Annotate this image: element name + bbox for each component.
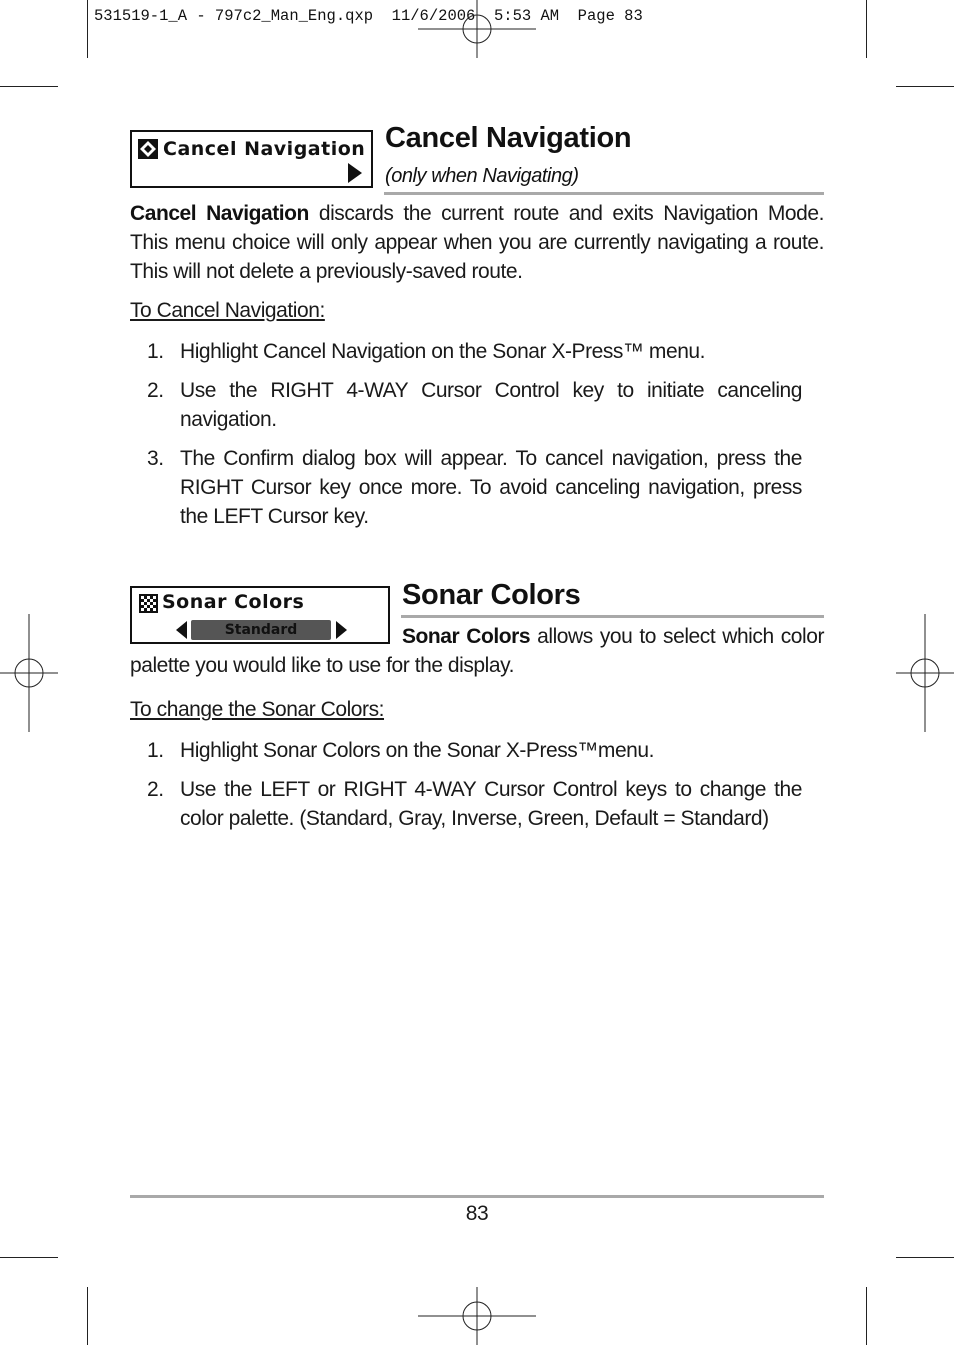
sonar-colors-procedure-title: To change the Sonar Colors: [130, 698, 385, 721]
cancel-navigation-menu-label: Cancel Navigation [163, 138, 366, 160]
right-triangle-icon [348, 163, 362, 183]
cancel-step-number: 2. [147, 379, 164, 402]
cancel-navigation-intro-text: discards the current route and exits Navigation Mode. This menu choice will only appear when you are currently navigating a route. This will not delete a previously-saved route. [130, 202, 824, 283]
sonar-colors-menu-label: Sonar Colors [162, 591, 305, 613]
print-slug: 531519-1_A - 797c2_Man_Eng.qxp 11/6/2006 5:53 AM Page 83 [94, 7, 643, 25]
cancel-navigation-intro [130, 199, 824, 286]
cancel-navigation-title: Cancel Navigation [385, 122, 632, 154]
sonar-colors-intro-bold: Sonar Colors [402, 625, 531, 648]
sonar-colors-intro-continued: palette you would like to use for the display. [130, 654, 514, 677]
cancel-step-text: The Confirm dialog box will appear. To cancel navigation, press the RIGHT Cursor key once more. To avoid canceling navigation, press the LEFT Cursor key. [180, 447, 802, 528]
cancel-navigation-subtitle: (only when Navigating) [385, 165, 579, 187]
cancel-step-text: Use the RIGHT 4-WAY Cursor Control key to initiate canceling navigation. [180, 379, 802, 431]
crop-mark-top-left-v [87, 0, 88, 58]
cancel-navigation-intro-bold: Cancel Navigation [130, 202, 309, 225]
sonar-colors-value-text: Standard [224, 622, 298, 638]
registration-mark-bottom-icon [418, 1287, 536, 1345]
crop-mark-bottom-left-v [87, 1287, 88, 1345]
sonar-colors-intro-text: allows you to select which color [530, 625, 824, 648]
sonar-step-text: Use the LEFT or RIGHT 4-WAY Cursor Control keys to change the color palette. (Standard, Gray, Inverse, Green, Default = Standard) [180, 778, 802, 830]
sonar-colors-intro [402, 622, 824, 651]
sonar-colors-menu-item [130, 586, 390, 644]
page-number: 83 [465, 1202, 489, 1225]
crop-mark-top-right-v [866, 0, 867, 58]
cancel-navigation-procedure-title: To Cancel Navigation: [130, 299, 325, 322]
cancel-navigation-title-rule [384, 192, 824, 195]
sonar-colors-title-rule [401, 615, 824, 618]
crop-mark-top-right-h [896, 86, 954, 87]
crop-mark-bottom-left-h [0, 1257, 58, 1258]
registration-mark-left-icon [0, 614, 58, 732]
sonar-colors-menu-value [191, 620, 331, 640]
right-triangle-icon [336, 621, 347, 639]
cancel-navigation-menu-item [130, 130, 373, 188]
cancel-step-number: 3. [147, 447, 164, 470]
sonar-step-number: 1. [147, 739, 164, 762]
crop-mark-top-left-h [0, 86, 58, 87]
crop-mark-bottom-right-v [866, 1287, 867, 1345]
left-triangle-icon [176, 621, 187, 639]
cancel-step-number: 1. [147, 340, 164, 363]
sonar-step-number: 2. [147, 778, 164, 801]
registration-mark-top-icon [418, 0, 536, 58]
checker-grid-icon [139, 594, 158, 613]
crop-mark-bottom-right-h [896, 1257, 954, 1258]
registration-mark-right-icon [896, 614, 954, 732]
cancel-step-text: Highlight Cancel Navigation on the Sonar X-Press™ menu. [180, 340, 706, 363]
sonar-step-text: Highlight Sonar Colors on the Sonar X-Press™menu. [180, 739, 655, 762]
sonar-colors-title: Sonar Colors [402, 579, 581, 611]
nav-diamond-icon [138, 139, 158, 159]
footer-rule [130, 1195, 824, 1198]
